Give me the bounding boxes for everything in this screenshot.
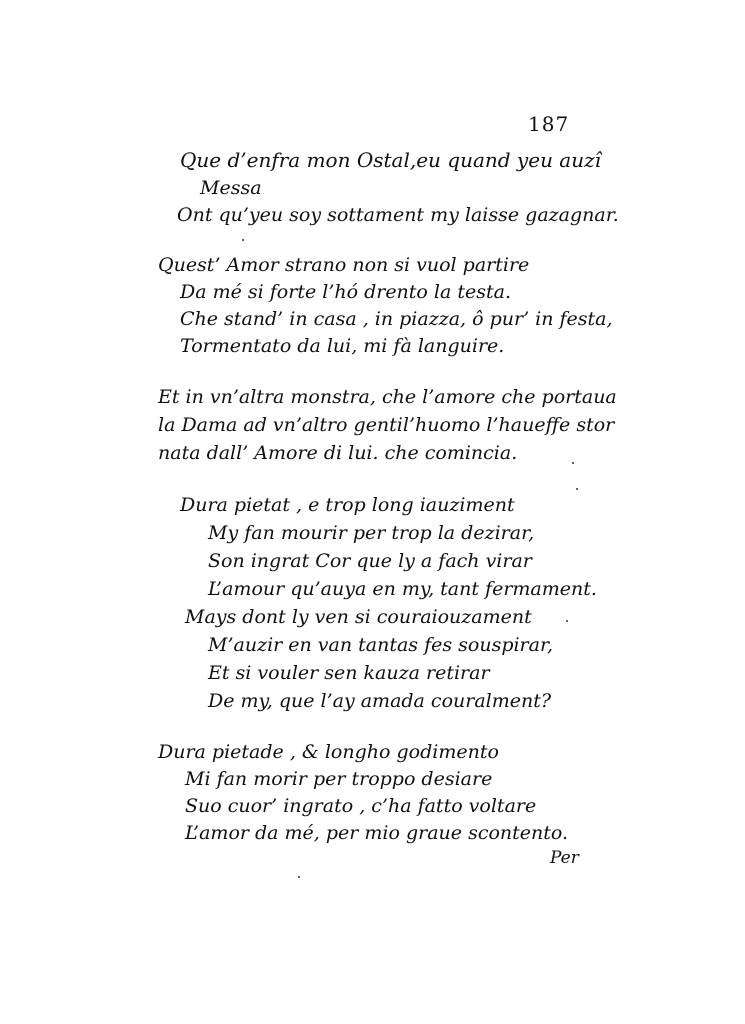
- stanza4-line-4: L’amor da mé, per mio graue scontento.: [185, 822, 569, 844]
- ink-speck: [576, 488, 578, 490]
- ink-speck: [242, 239, 244, 241]
- stanza1-line-1: Que d’enfra mon Ostal,eu quand yeu auzî: [180, 148, 602, 172]
- prose-line-1: Et in vn’altra monstra, che l’amore che portaua: [158, 386, 617, 408]
- stanza1-line-2: Messa: [200, 177, 262, 199]
- stanza2-line-4: Tormentato da lui, mi fà languire.: [180, 335, 505, 357]
- stanza4-line-1: Dura pietade , & longho godimento: [158, 741, 499, 763]
- stanza3-line-2: My fan mourir per trop la dezirar,: [208, 522, 535, 544]
- stanza3-line-3: Son ingrat Cor que ly a fach virar: [208, 550, 532, 572]
- catchword: Per: [550, 848, 579, 868]
- ink-speck: [572, 462, 574, 464]
- stanza4-line-3: Suo cuor’ ingrato , c’ha fatto voltare: [185, 795, 537, 817]
- stanza3-line-6: M’auzir en van tantas fes souspirar,: [208, 634, 554, 656]
- prose-line-2: la Dama ad vn’altro gentil’huomo l’haueffe stor: [158, 414, 615, 436]
- stanza2-line-3: Che stand’ in casa , in piazza, ô pur’ in festa,: [180, 308, 613, 330]
- stanza3-line-4: L’amour qu’auya en my, tant fermament.: [208, 578, 597, 600]
- stanza4-line-2: Mi fan morir per troppo desiare: [185, 768, 493, 790]
- stanza3-line-7: Et si vouler sen kauza retirar: [208, 662, 490, 684]
- ink-speck: [298, 876, 300, 878]
- page-number: 187: [528, 112, 570, 136]
- stanza3-line-8: De my, que l’ay amada couralment?: [208, 690, 552, 712]
- stanza3-line-1: Dura pietat , e trop long iauziment: [180, 494, 515, 516]
- stanza2-line-1: Quest’ Amor strano non si vuol partire: [158, 254, 530, 276]
- prose-line-3: nata dall’ Amore di lui. che comincia.: [158, 442, 518, 464]
- stanza1-line-3: Ont qu’yeu soy sottament my laisse gazagnar.: [177, 204, 619, 226]
- ink-speck: [566, 620, 568, 622]
- stanza3-line-5: Mays dont ly ven si couraiouzament: [185, 606, 532, 628]
- stanza2-line-2: Da mé si forte l’hó drento la testa.: [180, 281, 511, 303]
